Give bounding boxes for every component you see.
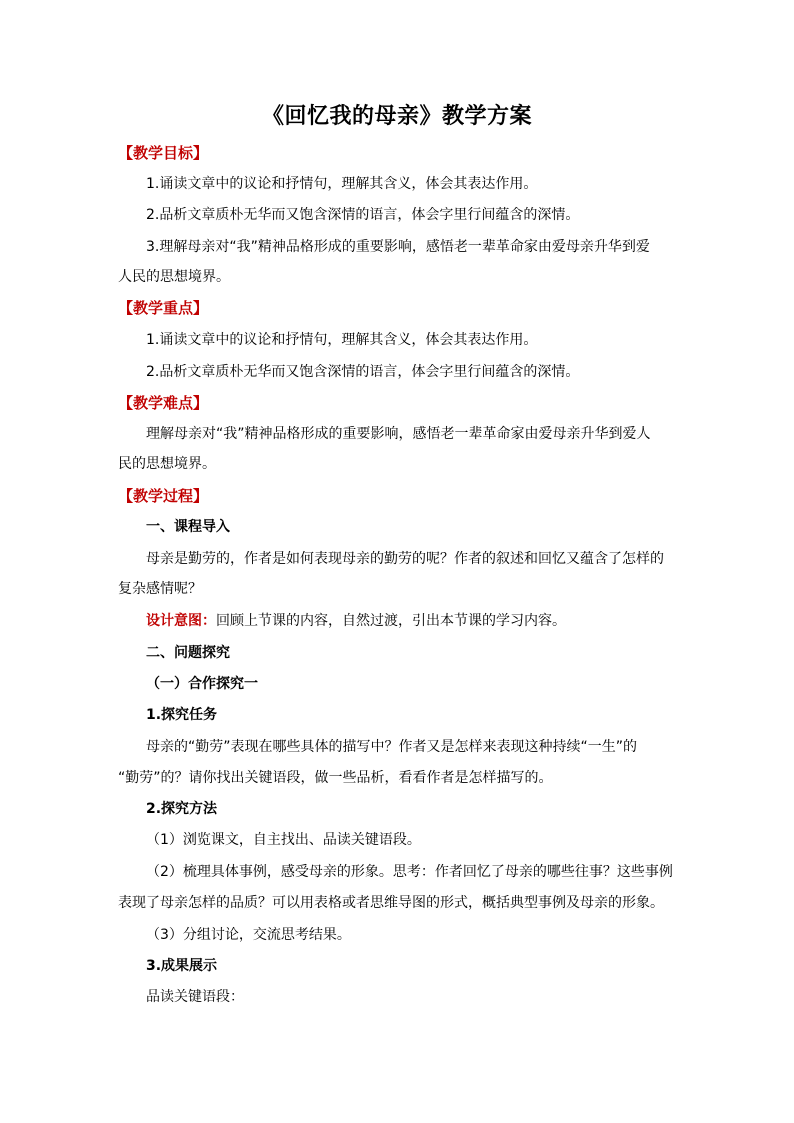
heading-difficulties: 【教学难点】 — [118, 394, 209, 412]
key-point-2: 2.品析文章质朴无华而又饱含深情的语言，体会字里行间蕴含的深情。 — [146, 364, 580, 380]
difficulty-line-1: 理解母亲对“我”精神品格形成的重要影响，感悟老一辈革命家由爱母亲升华到爱人 — [146, 426, 651, 442]
design-intent — [146, 611, 566, 631]
part1-line-2: 复杂感情呢？ — [118, 581, 202, 597]
page-title: 《回忆我的母亲》教学方案 — [261, 104, 532, 129]
part1-title: 一、课程导入 — [146, 519, 230, 535]
sub1-title: （一）合作探究一 — [146, 676, 258, 692]
heading-key-points: 【教学重点】 — [118, 299, 209, 317]
goal-item-3-cont: 人民的思想境界。 — [118, 269, 230, 285]
goal-item-3: 3.理解母亲对“我”精神品格形成的重要影响，感悟老一辈革命家由爱母亲升华到爱 — [146, 239, 650, 255]
difficulty-line-2: 民的思想境界。 — [118, 456, 216, 472]
design-intent-text: 回顾上节课的内容，自然过渡，引出本节课的学习内容。 — [216, 613, 566, 629]
heading-process: 【教学过程】 — [118, 487, 209, 505]
goal-item-2: 2.品析文章质朴无华而又饱含深情的语言，体会字里行间蕴含的深情。 — [146, 207, 580, 223]
method-title: 2.探究方法 — [146, 801, 218, 817]
task-title: 1.探究任务 — [146, 707, 218, 723]
result-text: 品读关键语段： — [146, 989, 244, 1005]
method-line-3: 表现了母亲怎样的品质？可以用表格或者思维导图的形式，概括典型事例及母亲的形象。 — [118, 895, 664, 911]
task-line-2: “勤劳”的？请你找出关键语段，做一些品析，看看作者是怎样描写的。 — [118, 770, 553, 786]
part1-line-1: 母亲是勤劳的，作者是如何表现母亲的勤劳的呢？作者的叙述和回忆又蕴含了怎样的 — [146, 551, 664, 567]
method-line-1: （1）浏览课文，自主找出、品读关键语段。 — [146, 832, 421, 848]
method-line-2: （2）梳理具体事例，感受母亲的形象。思考：作者回忆了母亲的哪些往事？这些事例 — [146, 864, 673, 880]
key-point-1: 1.诵读文章中的议论和抒情句，理解其含义，体会其表达作用。 — [146, 332, 538, 348]
result-title: 3.成果展示 — [146, 958, 218, 974]
part2-title: 二、问题探究 — [146, 645, 230, 661]
method-line-4: （3）分组讨论，交流思考结果。 — [146, 927, 351, 943]
design-intent-label: 设计意图： — [146, 613, 216, 629]
heading-goals: 【教学目标】 — [118, 144, 209, 162]
goal-item-1: 1.诵读文章中的议论和抒情句，理解其含义，体会其表达作用。 — [146, 176, 538, 192]
task-line-1: 母亲的“勤劳”表现在哪些具体的描写中？作者又是怎样来表现这种持续“一生”的 — [146, 739, 638, 755]
